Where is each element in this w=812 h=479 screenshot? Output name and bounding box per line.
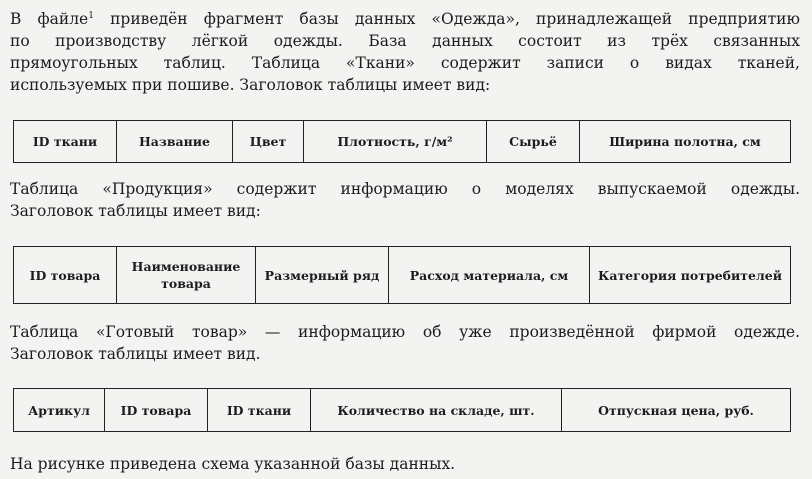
- finished-header-table: [13, 388, 791, 432]
- products-header-row: [14, 247, 791, 304]
- products-line-1: Таблица «Продукция» содержит информацию о моделях выпускаемой одежды.: [10, 180, 800, 198]
- products-line-2: Заголовок таблицы имеет вид:: [10, 202, 261, 220]
- intro-line-1: [10, 8, 800, 30]
- intro-line-3-text: прямоугольных таблиц. Таблица «Ткани» содержит записи о видах тканей,: [10, 54, 800, 72]
- fabrics-col-name: Название: [117, 121, 233, 163]
- footer-paragraph: [10, 453, 800, 475]
- fabrics-col-id: ID ткани: [14, 121, 117, 163]
- products-paragraph: [10, 178, 800, 222]
- intro-line-2: [10, 30, 800, 52]
- fabrics-col-width: Ширина полотна, см: [580, 121, 791, 163]
- fabrics-col-raw-material: Сырьё: [487, 121, 580, 163]
- products-col-material-usage: Расход материала, см: [389, 247, 590, 304]
- finished-line-2: Заголовок таблицы имеет вид.: [10, 345, 261, 363]
- intro-line-2-text: по производству лёгкой одежды. База данных состоит из трёх связанных: [10, 32, 800, 50]
- products-col-id: ID товара: [14, 247, 117, 304]
- fabrics-header-row: [14, 121, 791, 163]
- finished-col-stock-qty: Количество на складе, шт.: [311, 389, 562, 432]
- products-header-table: [13, 246, 791, 304]
- intro-line-4: [10, 74, 800, 96]
- intro-line-4-text: используемых при пошиве. Заголовок таблицы имеет вид:: [10, 76, 491, 94]
- intro-paragraph: [10, 8, 800, 96]
- fabrics-col-color: Цвет: [233, 121, 304, 163]
- products-col-size-range: Размерный ряд: [256, 247, 389, 304]
- finished-paragraph: [10, 321, 800, 365]
- intro-text-rest: приведён фрагмент базы данных «Одежда», принадлежащей предприятию: [93, 10, 800, 28]
- finished-col-fabric-id: ID ткани: [208, 389, 311, 432]
- footer-text: На рисунке приведена схема указанной базы данных.: [10, 455, 456, 473]
- products-col-name: Наименование товара: [117, 247, 256, 304]
- finished-line-1: Таблица «Готовый товар» — информацию об уже произведённой фирмой одежде.: [10, 323, 800, 341]
- finished-col-product-id: ID товара: [105, 389, 208, 432]
- fabrics-col-density: Плотность, г/м²: [304, 121, 487, 163]
- products-col-consumer-category: Категория потребителей: [590, 247, 791, 304]
- finished-header-row: [14, 389, 791, 432]
- finished-col-price: Отпускная цена, руб.: [562, 389, 791, 432]
- intro-text-start: В файле: [10, 10, 89, 28]
- finished-col-article: Артикул: [14, 389, 105, 432]
- footnote-marker: 1: [88, 11, 94, 21]
- fabrics-header-table: [13, 120, 791, 163]
- intro-line-3: [10, 52, 800, 74]
